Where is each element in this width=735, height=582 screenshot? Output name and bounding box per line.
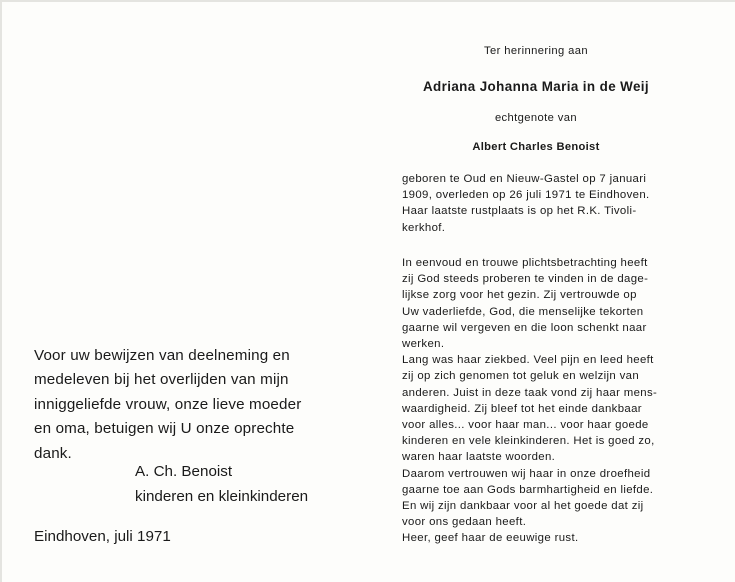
- card-top-edge: [0, 0, 735, 2]
- card-left-edge: [0, 0, 2, 582]
- signer-family: kinderen en kleinkinderen: [135, 487, 309, 505]
- memorial-text: In eenvoud en trouwe plichtsbetrachting heeft zij God steeds proberen te vinden in de dage- lijkse zorg voor het gezin. Zij vertrouwde op Uw vaderliefde, God, die menselijke tekorten gaarne wil vergeven en die loon schenkt naar werken. Lang was haar ziekbed. Veel pijn en leed heeft zij op zich genomen tot geluk en welzijn van anderen. Juist in deze taak vond zij haar mens- waardigheid. Zij bleef tot het einde dankbaar voor alles... voor haar man... voor haar goede kinderen en vele kleinkinderen. Het is goed zo, waren haar laatste woorden. Daarom vertrouwen wij haar in onze droefheid gaarne toe aan Gods barmhartigheid en liefde. En wij zijn dankbaar voor al het goede dat zij voor ons gedaan heeft. Heer, geef haar de eeuwige rust.: [402, 257, 658, 545]
- thanks-section: [34, 344, 354, 466]
- intro-text: Ter herinnering aan: [484, 45, 588, 57]
- spouse-name: Albert Charles Benoist: [472, 141, 600, 153]
- deceased-name: Adriana Johanna Maria in de Weij: [422, 79, 650, 94]
- thanks-text: Voor uw bewijzen van deelneming en medeleven bij het overlijden van mijn inniggeliefde vrouw, onze lieve moeder en oma, betuigen wij U onze oprechte dank.: [34, 347, 302, 462]
- birth-death-text: geboren te Oud en Nieuw-Gastel op 7 januari 1909, overleden op 26 juli 1971 te Eindhoven. Haar laatste rustplaats is op het R.K. Tivoli- kerkhof.: [402, 173, 650, 234]
- spouse-of-text: echtgenote van: [494, 112, 578, 124]
- signers: [135, 460, 355, 509]
- signer-name: A. Ch. Benoist: [135, 463, 233, 480]
- place-date: Eindhoven, juli 1971: [34, 528, 171, 545]
